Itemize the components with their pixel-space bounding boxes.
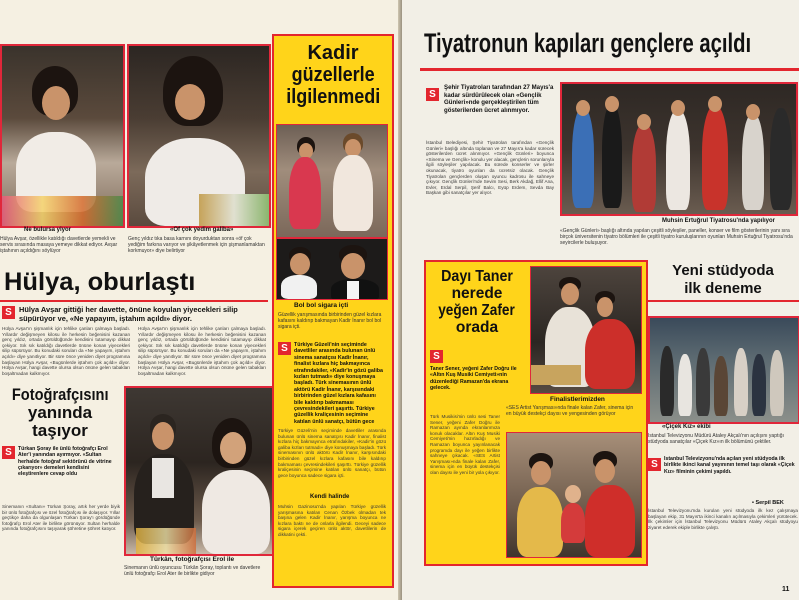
hulya-headline: Hülya, oburlaştı	[4, 268, 196, 296]
kadir-photo-caption-body: Güzellik yarışmasında birbirinden güzel kızlara kafasını kaldırıp bakmayan Kadir İnanır bol bol sigara içti.	[278, 312, 382, 330]
finalist-caption-title: Finalistlerimizden	[550, 396, 605, 403]
kadir-column	[272, 34, 394, 588]
section-logo-icon: S	[430, 350, 443, 363]
finalist-caption: «SES Artist Yarışması»nda finale kalan Zafer, sinema için en büyük destekçi dayısı ve yengesinden görüyor	[506, 405, 634, 417]
kadir-headline: Kadir güzellerle ilgilenmedi	[285, 42, 381, 108]
section-logo-icon: S	[2, 446, 15, 459]
tiyatro-body: İstanbul Belediyesi, Şehir Tiyatroları tarafından «Gençlik Günleri» başlığı altında toplanan ve 27 Mayıs'a kadar sürecek gösterilerden ücret alınmıyor. «Gençlik Günleri» boyunca «Sinema ve Gençlik» konulu yer alacak, gençlerin sorunlarıyla ilgili söyleşiler yapılacak. Bu sürede konserler ve şiirler okunacak, tiyatro oyunları da ücretsiz olacak. Gençlik Tiyatroları gençlerden oluşan oyuncu kadrosu ile sahneye çıkıyor. Gençlik Günleri'nde Sevim Sesi, Berk Akdağ, Ellif Ana, Evler, Erdal Serpil, Şerif Balcı, Eyüp Erdem, Sevda Bay Başkan gibi sanatçılar yer alıyor.	[426, 140, 554, 196]
studio-caption-title: «Çiçek Kız» ekibi	[662, 424, 711, 430]
hulya-rule	[0, 300, 268, 302]
main-headline-rule	[420, 68, 799, 71]
kadir-smoking-photo	[276, 238, 388, 300]
hulya-photo-left	[0, 44, 125, 228]
caption-left-text: Hülya Avşar, özellikle katıldığı davetlerde yemekli ve servis sırasında masaya yemeye dikkat ediyor. Avşar iştahının açıldığını söylüyor	[0, 236, 118, 254]
turkan-caption: Türkân, fotoğrafçısı Erol ile	[150, 556, 235, 563]
dayi-taner-box	[424, 260, 648, 566]
caption-of-cok-yedim: «Of çok yedim galiba»	[170, 227, 234, 233]
hulya-photo-right	[127, 44, 271, 228]
hulya-body-2: Hülya Avşar'ın şişmanlık için tehlike çanları çalmaya başladı. Yıllardır değişmeyen kilosu ile herkesin beğenisini kazanan genç yıldız, ortada görüldüğünde kendisini tutamayıp dikkat çekiyor. Sık sık katıldığı davetlerde önüne konan yiyecekleri silip süpürüyor. Bu konudaki soruları da «Ne yapayım, iştahım açıldı» diye yanıtlıyor. Bir süre önce yeniden diyet programına başlayan Hülya Avşar, «Bugünlerde iştahım çok açıldı» diyor. Hülya Avşar, hangi davette olursa olsun önüne gelen tabakları boşaltmadan kalkmıyor.	[138, 326, 266, 376]
muhsin-theatre-photo	[560, 82, 798, 216]
studio-rule	[648, 300, 799, 302]
tiyatro-lead: Şehir Tiyatroları tarafından 27 Mayıs'a kadar sürdürülecek olan «Gençlik Günleri»nde gerçekleştirilen tüm gösterilerden ücret alınmıyor.	[444, 84, 554, 114]
studio-photo	[648, 316, 799, 424]
dayi-body: Türk Musikisi'nin ünlü sesi Taner Sener, yeğeni Zafer Doğru ile Ramazan ayında ekranlarımıza konuk olacaklar. Altın Kuş Musiki Cemiyeti'nin hazırladığı ve Ramazan boyunca yayınlanacak programda dayı ile yeğen birlikte sahneye çıkacak. «SES Artist Yarışması»nda finale kalan Zafer, sinema için en büyük destekçisi olan dayısı ile yeni bir yola çıkıyor.	[430, 414, 500, 475]
foto-body: Sinemanın «Sultanı» Türkan Şoray, artık her yerde biyik bir ünlü fotoğrafçısı ve özel fotoğrafçısı ile dolaşıyor. Yıllar geçtikçe daha da olgunlaşan Türkan Şoray'ı gördüğünde fotoğrafçı Erol Ater ile birlikte görünüyor. Sultan herhalde yanında fotoğrafçısını taşıyarak şöhretine şöhret katıyor.	[2, 504, 120, 532]
caption-ne-bulursa-yiyor: Ne bulursa yiyor	[24, 227, 72, 233]
kadir-body: Türkiye Güzeli'nin seçiminde davetliler arasında bulunan ünlü sinema sanatçısı Kadir İnanır, finalist kızlara hiç bakmayınca etrafındakiler, «Kadir'in gözü galiba kızları tutmadı» diye konuşmaya başladı. Türk sinemasının ünlü aktörü Kadir İnanır, karşısındaki birbirinden güzel kızlara kafasını bile kaldırıp bakmaması çevresindekileri şaşırttı. Türkiye güzellik kraliçesinin seçimine katılan ünlü sanatçı, bütün gece boyunca sadece sigara içti.	[278, 428, 386, 478]
kadir-photo-caption: Bol bol sigara içti	[294, 302, 349, 309]
turkan-photo	[124, 386, 274, 556]
kadir-lead: Türkiye Güzeli'nin seçiminde davetliler arasında bulunan ünlü sinema sanatçısı Kadir İnanır, finalist kızlara hiç bakmayınca etrafındakiler, «Kadir'in gözü galiba kızları tutmadı» diye konuşmaya başladı. Türk sinemasının ünlü aktörü Kadir İnanır, karşısındaki birbirinden güzel kızlara kafasını bile kaldırıp bakmaması çevresindekileri şaşırttı. Türkiye güzellik kraliçesinin seçimine katılan ünlü sanatçı, bütün gece	[294, 342, 383, 424]
main-headline: Tiyatronun kapıları gençlere açıldı	[424, 28, 752, 58]
foto-headline: Fotoğrafçısını yanında taşıyor	[11, 385, 109, 440]
studio-headline: Yeni stüdyoda ilk deneme	[672, 262, 774, 297]
section-logo-icon: S	[278, 342, 291, 355]
section-logo-icon: S	[648, 458, 661, 471]
muhsin-caption: «Gençlik Günleri» başlığı altında yapılan çeşitli söyleşiler, paneller, konser ve film gösterilerinin yanı sıra birçok üniversitenin tiyatro bölümleri ile çeşitli tiyatro kuruluşlarının oyunları Muhsin Ertuğrul Tiyatrosu'nda seyircilerle buluşuyor.	[560, 228, 793, 246]
hulya-body: Hülya Avşar'ın şişmanlık için tehlike çanları çalmaya başladı. Yıllardır değişmeyen kilosu ile herkesin beğenisini kazanan genç yıldız, ortada görüldüğünde kendisini tutamayıp dikkat çekiyor. Sık sık katıldığı davetlerde önüne konan yiyecekleri silip süpürüyor. Bu konudaki soruları da «Ne yapayım, iştahım açıldı» diye yanıtlıyor. Bir süre önce yeniden diyet programına başlayan Hülya Avşar, «Bugünlerde iştahım çok açıldı» diyor. Hülya Avşar, hangi davette olursa olsun önüne gelen tabakları boşaltmadan kalkmıyor.	[2, 326, 130, 376]
zafer-family-photo	[506, 432, 642, 558]
studio-caption: İstanbul Televizyonu Müdürü Ataley Akçalı'nın açılışını yaptığı stüdyoda sanatçılar «Çiçek Kız»ın ilk bölümünü çektiler.	[648, 433, 784, 445]
turkan-caption-sub: Sinemanın ünlü oyuncusu Türkân Şoray, toplantı ve davetlere ünlü fotoğrafçı Erol Ater ile birlikte gidiyor	[124, 565, 261, 577]
dayi-lead: Taner Sener, yeğeni Zafer Doğru ile «Altın Kuş Musiki Cemiyeti»nin düzenlediği Ramazan'da ekrana gelecek.	[430, 366, 517, 391]
foto-lead: Türkan Şoray ile ünlü fotoğrafçı Erol Ater'i yanından ayırmıyor. «Sultan herhalde fotoğraf sektörünü de vitrine çıkarıyor» demeleri kendisini eleştirenlere cevap oldu	[18, 446, 112, 478]
caption-right-text: Genç yıldız tıka basa karnını doyurduktan sonra «öf çok yediğim farkına varıyor ve şikâyetlenmek için şişmanlamaktan korkmuyor» diye belirtiyor	[128, 236, 265, 254]
taner-zafer-photo	[530, 266, 642, 394]
page-number: 11	[782, 586, 790, 593]
hulya-lead: Hülya Avşar gittiği her davette, önüne koyulan yiyecekleri silip süpürüyor ve, «Ne yapayım, iştahım açıldı» diyor.	[19, 305, 238, 323]
section-logo-icon: S	[426, 88, 439, 101]
kadir-beauty-photo	[276, 124, 388, 238]
right-page	[402, 0, 799, 600]
studio-lead: İstanbul Televizyonu'nda açılan yeni stüdyoda ilk birlikte ikinci kanal yayınının temel taşı olarak «Çiçek Kız» filminin çekimi yapıldı.	[664, 456, 795, 475]
section-logo-icon: S	[2, 306, 15, 319]
dayi-headline: Dayı Taner nerede yeğen Zafer orada	[438, 268, 516, 336]
muhsin-caption-title: Muhsin Ertuğrul Tiyatrosu'nda yapılıyor	[662, 218, 775, 224]
kendi-halinde-body: Muhsin Gazinosu'nda yapılan Türkiye güzellik yarışmasına katılan Cenan Özbek olmadan tek başına gelen Kadir İnanır, yarışma boyunca ne kızlara baktı ne de onlarla ilgilendi. Geceyi sadece sigara içerek geçiren ünlü aktör, davetlilerin de dikkatini çekti.	[278, 504, 386, 537]
kendi-halinde-subhead: Kendi halinde	[310, 494, 350, 500]
studio-body: İstanbul Televizyonu'nda kurulan yeni stüdyoda ilk kez çalışmaya başlayan ekip, 31 Mayıs'ta ikinci kanalın açılmasıyla çekimleri yürütecek. İlk çekimler için İstanbul Televizyonu Müdürü Ataley Akçalı stüdyoyu ziyaret ederek ekiple birlikte çalıştı.	[648, 508, 798, 530]
byline: • Serpil BEK	[752, 500, 784, 506]
